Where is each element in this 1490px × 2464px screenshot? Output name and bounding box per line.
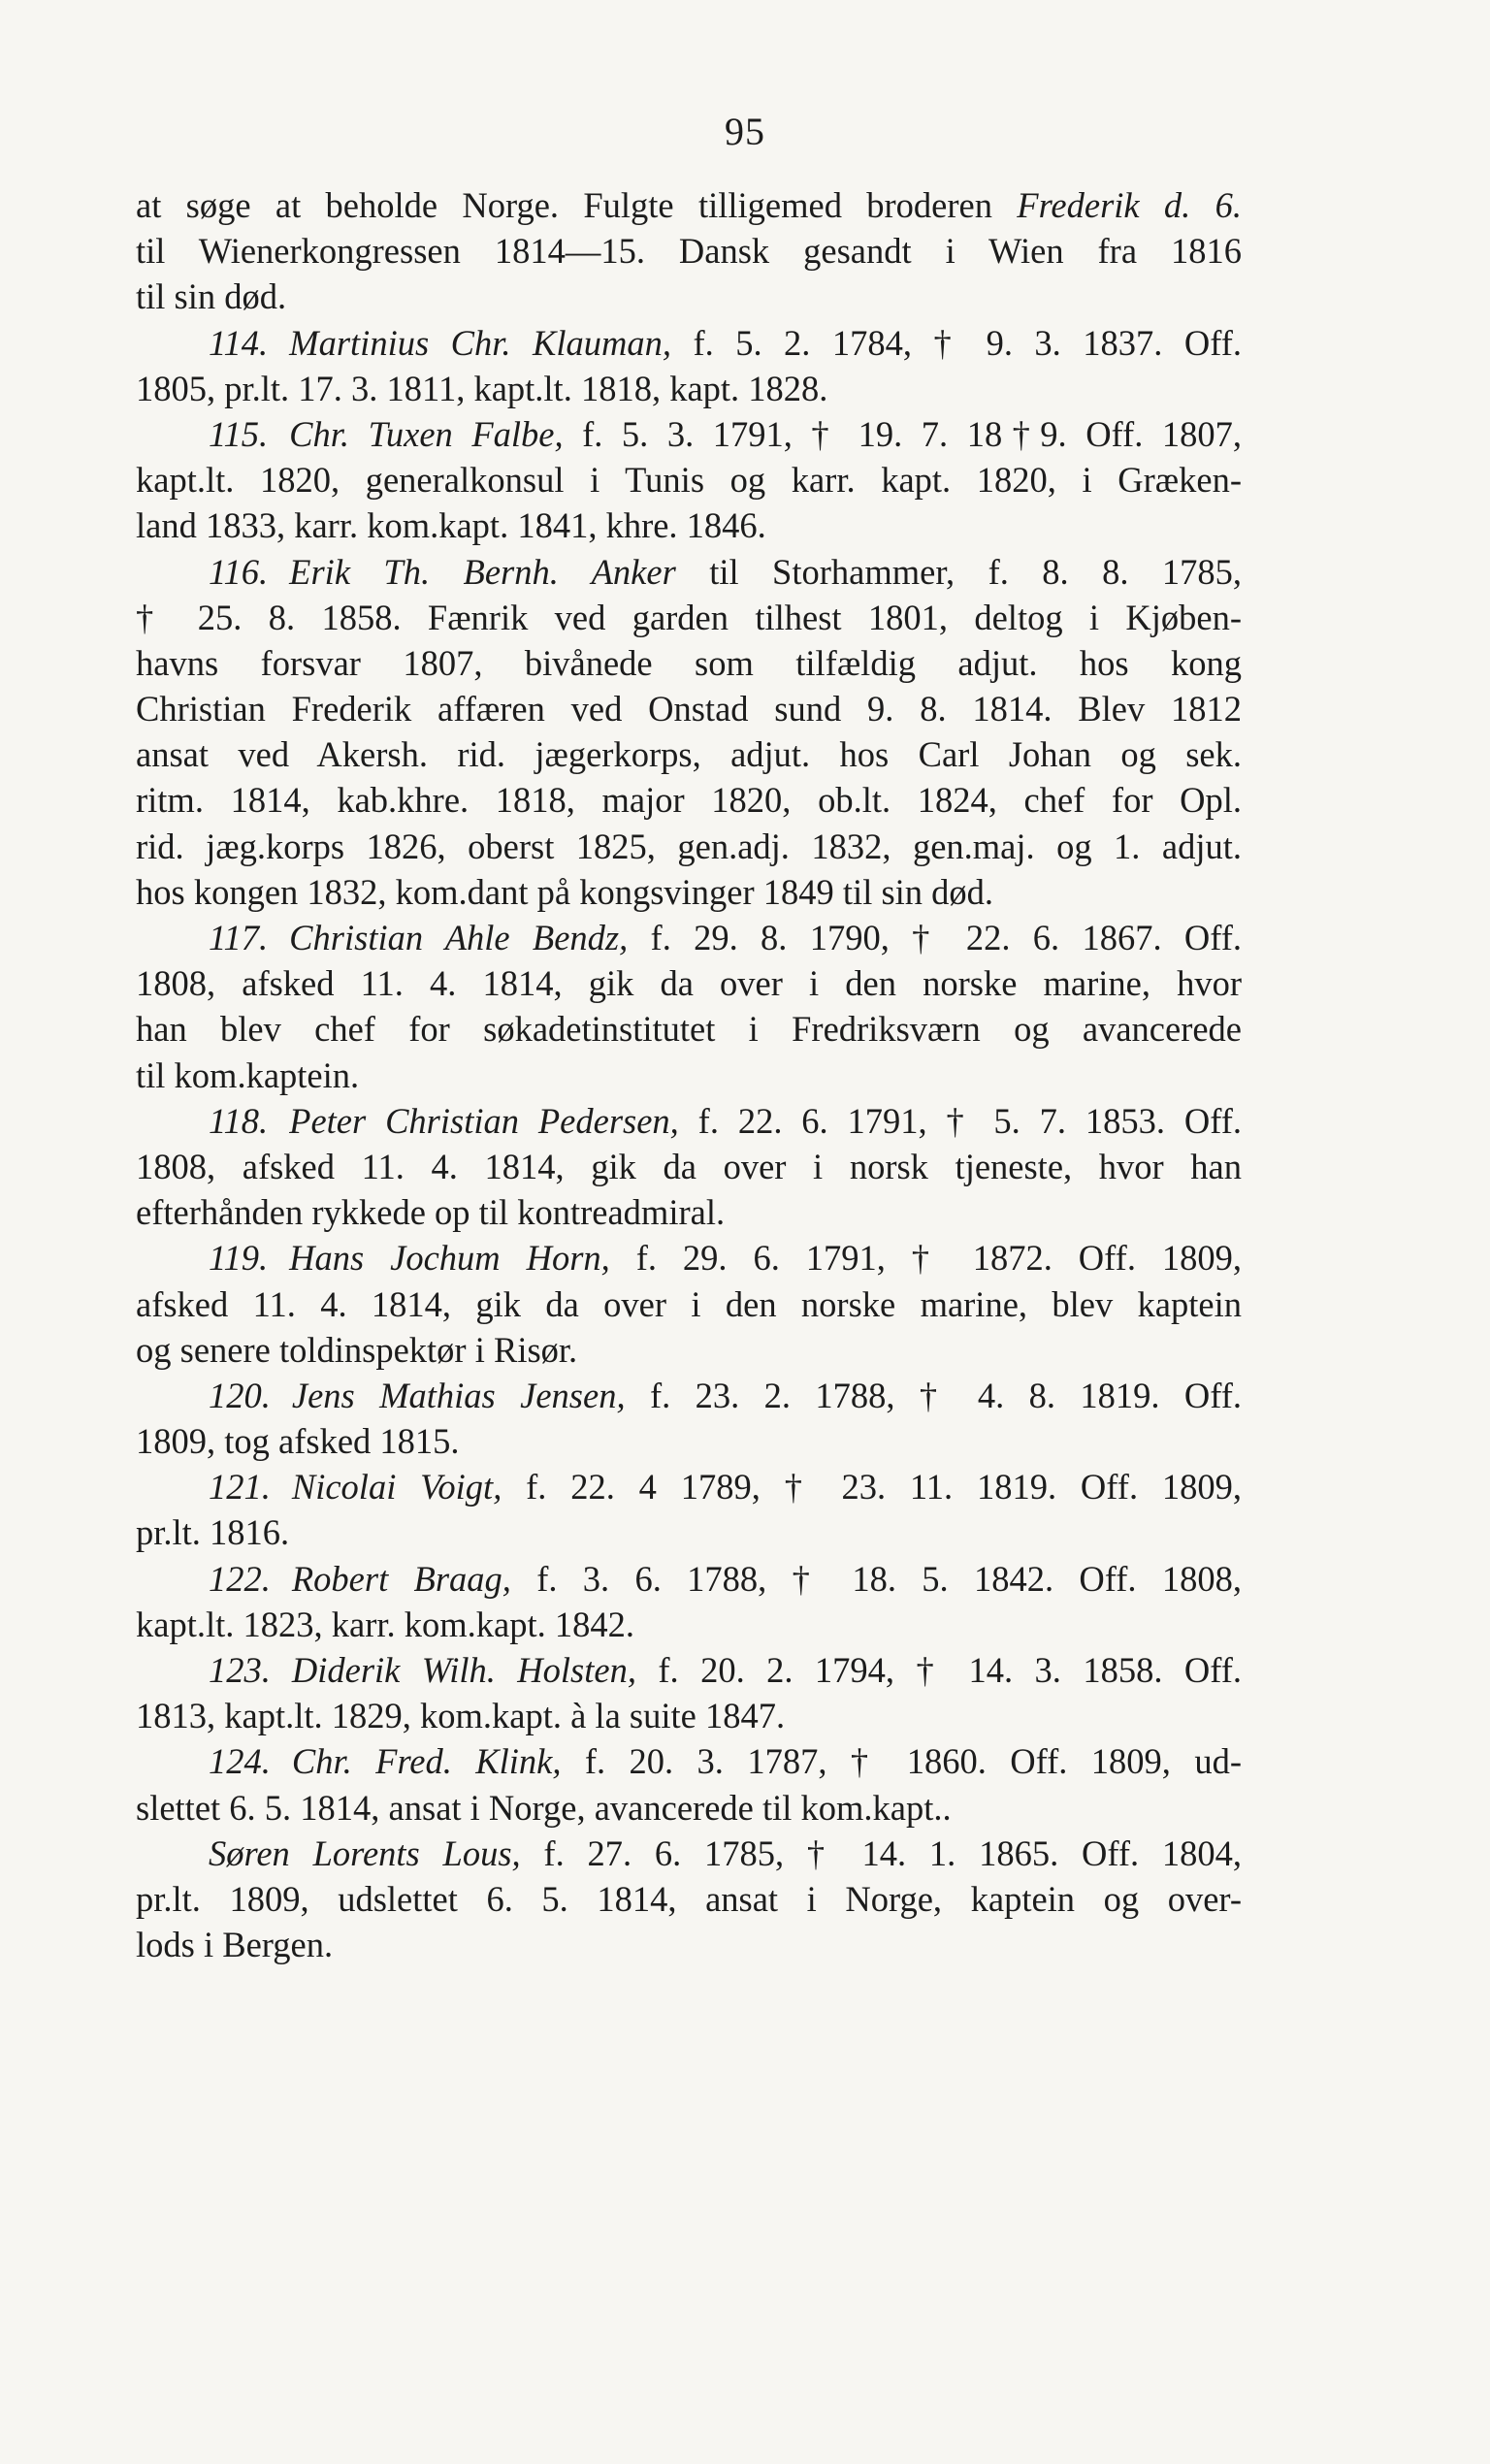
text-line: til Wienerkongressen 1814—15. Dansk gesandt i Wien fra 1816 bbox=[136, 231, 1242, 272]
entry-117-first-line bbox=[136, 915, 1242, 960]
text-line: † 25. 8. 1858. Fænrik ved garden tilhest 1801, deltog i Kjøben- bbox=[136, 597, 1242, 637]
person-name: Martinius Chr. Klauman, bbox=[289, 322, 671, 363]
text-run: f. 5. 3. 1791, † 19. 7. 18†9. Off. 1807, bbox=[563, 413, 1242, 454]
text-line: ansat ved Akersh. rid. jægerkorps, adjut. hos Carl Johan og sek. bbox=[136, 734, 1242, 775]
entry-121-first-line bbox=[136, 1464, 1242, 1509]
text-line: ritm. 1814, kab.khre. 1818, major 1820, ob.lt. 1824, chef for Opl. bbox=[136, 780, 1242, 821]
text-line: til kom.kaptein. bbox=[136, 1054, 360, 1095]
text-line: land 1833, karr. kom.kapt. 1841, khre. 1846. bbox=[136, 505, 766, 546]
entry-123-first-line bbox=[136, 1647, 1242, 1693]
text-line: pr.lt. 1809, udslettet 6. 5. 1814, ansat i Norge, kaptein og over- bbox=[136, 1878, 1242, 1919]
text-run: til Storhammer, f. 8. 8. 1785, bbox=[675, 551, 1242, 592]
text-run: f. 3. 6. 1788, † 18. 5. 1842. Off. 1808, bbox=[510, 1558, 1242, 1599]
text-run: at søge at beholde Norge. Fulgte tilligemed broderen bbox=[136, 185, 1018, 225]
text-line: afsked 11. 4. 1814, gik da over i den norske marine, blev kaptein bbox=[136, 1283, 1242, 1324]
entry-number: 114. bbox=[209, 322, 269, 363]
text-run: f. 5. 2. 1784, † 9. 3. 1837. Off. bbox=[670, 322, 1242, 363]
entry-number: 115. bbox=[209, 413, 269, 454]
entry-114-first-line bbox=[136, 320, 1242, 366]
entry-122-first-line bbox=[136, 1556, 1242, 1602]
page-number: 95 bbox=[725, 110, 765, 153]
person-name: Christian Ahle Bendz, bbox=[289, 918, 629, 957]
text-run: f. 29. 8. 1790, † 22. 6. 1867. Off. bbox=[628, 918, 1242, 957]
text-line: Christian Frederik affæren ved Onstad sund 9. 8. 1814. Blev 1812 bbox=[136, 689, 1242, 729]
entry-115-first-line bbox=[136, 411, 1242, 457]
entry-118-first-line bbox=[136, 1098, 1242, 1144]
text-line: 1808, afsked 11. 4. 1814, gik da over i norsk tjeneste, hvor han bbox=[136, 1146, 1242, 1186]
person-name: Nicolai Voigt, bbox=[291, 1467, 502, 1508]
italic-name: Frederik d. 6. bbox=[1017, 185, 1242, 225]
text-line: rid. jæg.korps 1826, oberst 1825, gen.adj. 1832, gen.maj. og 1. adjut. bbox=[136, 826, 1242, 866]
text-run: f. 29. 6. 1791, † 1872. Off. 1809, bbox=[609, 1238, 1242, 1279]
entry-119-first-line bbox=[136, 1235, 1242, 1281]
person-name: Robert Braag, bbox=[291, 1558, 511, 1599]
entry-number: 123. bbox=[209, 1650, 271, 1690]
text-line: til sin død. bbox=[136, 276, 287, 317]
entry-number: 117. bbox=[209, 918, 269, 957]
person-name: Jens Mathias Jensen, bbox=[291, 1375, 626, 1415]
entry-number: 122. bbox=[209, 1558, 271, 1599]
text-run: f. 20. 3. 1787, † 1860. Off. 1809, ud- bbox=[561, 1741, 1242, 1782]
person-name: Chr. Fred. Klink, bbox=[291, 1741, 562, 1782]
text-line: 1813, kapt.lt. 1829, kom.kapt. à la suite 1847. bbox=[136, 1696, 786, 1736]
text-line: kapt.lt. 1820, generalkonsul i Tunis og karr. kapt. 1820, i Græken- bbox=[136, 460, 1242, 501]
text-run: f. 23. 2. 1788, † 4. 8. 1819. Off. bbox=[625, 1375, 1242, 1415]
entry-number: 116. bbox=[209, 551, 269, 592]
person-name: Diderik Wilh. Holsten, bbox=[291, 1650, 636, 1690]
text-run: f. 27. 6. 1785, † 14. 1. 1865. Off. 1804, bbox=[520, 1832, 1242, 1873]
text-line: pr.lt. 1816. bbox=[136, 1512, 290, 1553]
text-line: lods i Bergen. bbox=[136, 1925, 334, 1965]
text-line: havns forsvar 1807, bivånede som tilfældig adjut. hos kong bbox=[136, 642, 1242, 683]
entry-120-first-line bbox=[136, 1373, 1242, 1418]
text-line: efterhånden rykkede op til kontreadmiral. bbox=[136, 1192, 726, 1233]
entry-lous-first-line bbox=[136, 1831, 1242, 1876]
text-line: 1809, tog afsked 1815. bbox=[136, 1421, 460, 1462]
text-line: kapt.lt. 1823, karr. kom.kapt. 1842. bbox=[136, 1604, 634, 1644]
text-line: han blev chef for søkadetinstitutet i Fredriksværn og avancerede bbox=[136, 1009, 1242, 1050]
text-line: og senere toldinspektør i Risør. bbox=[136, 1329, 578, 1370]
entry-number: 124. bbox=[209, 1741, 271, 1782]
page-text bbox=[136, 182, 1242, 1967]
person-name: Søren Lorents Lous, bbox=[209, 1832, 521, 1873]
entry-number: 118. bbox=[209, 1100, 269, 1141]
text-line: slettet 6. 5. 1814, ansat i Norge, avancerede til kom.kapt.. bbox=[136, 1787, 952, 1828]
person-name: Peter Christian Pedersen, bbox=[289, 1100, 679, 1141]
text-line: 1805, pr.lt. 17. 3. 1811, kapt.lt. 1818, kapt. 1828. bbox=[136, 368, 828, 408]
person-name: Erik Th. Bernh. Anker bbox=[289, 551, 676, 592]
text-line: hos kongen 1832, kom.dant på kongsvinger 1849 til sin død. bbox=[136, 871, 994, 912]
text-run: f. 22. 4 1789, † 23. 11. 1819. Off. 1809, bbox=[502, 1467, 1243, 1508]
entry-number: 119. bbox=[209, 1238, 269, 1279]
text-run: f. 22. 6. 1791, † 5. 7. 1853. Off. bbox=[678, 1100, 1242, 1141]
text-run: f. 20. 2. 1794, † 14. 3. 1858. Off. bbox=[635, 1650, 1242, 1690]
entry-124-first-line bbox=[136, 1738, 1242, 1784]
entry-number: 120. bbox=[209, 1375, 271, 1415]
entry-number: 121. bbox=[209, 1467, 271, 1508]
person-name: Chr. Tuxen Falbe, bbox=[289, 413, 564, 454]
text-line: 1808, afsked 11. 4. 1814, gik da over i den norske marine, hvor bbox=[136, 963, 1242, 1004]
person-name: Hans Jochum Horn, bbox=[289, 1238, 610, 1279]
entry-116-first-line bbox=[136, 549, 1242, 595]
text-line bbox=[136, 182, 1242, 228]
